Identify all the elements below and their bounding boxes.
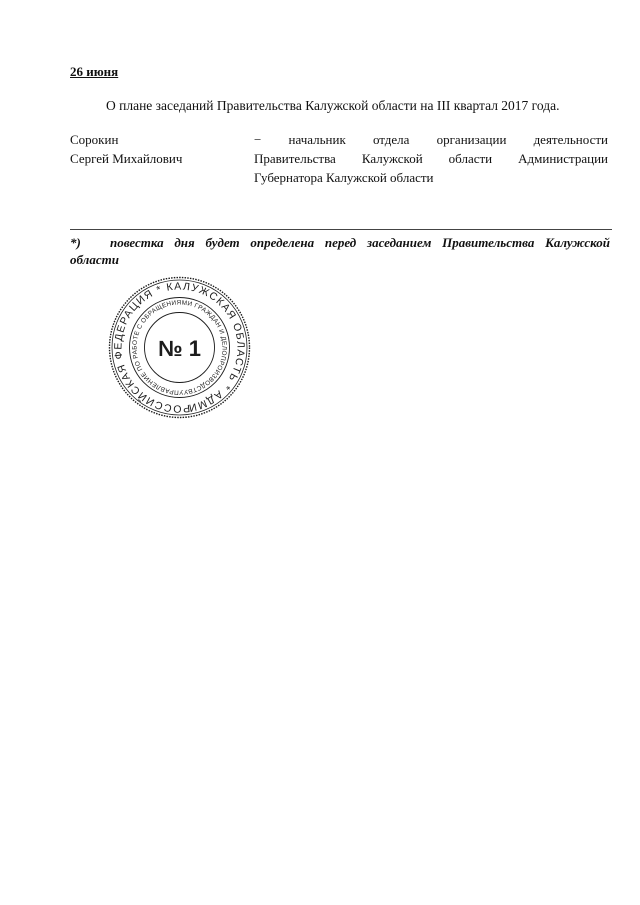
meeting-date: 26 июня bbox=[70, 64, 119, 79]
position-line-1: − начальник отдела организации деятельности bbox=[254, 132, 608, 147]
person-name-block bbox=[70, 130, 182, 168]
footnote-line-1: повестка дня будет определена перед заседанием Правительства Калужской bbox=[110, 235, 610, 250]
seal-inner-text: УПРАВЛЕНИЕ ПО РАБОТЕ С ОБРАЩЕНИЯМИ ГРАЖДАН И ДЕЛОПРОИЗВОДСТВУ bbox=[131, 299, 228, 396]
seal-outer-text: РОССИЙСКАЯ ФЕДЕРАЦИЯ * КАЛУЖСКАЯ ОБЛАСТЬ * АДМИНИСТРАЦИЯ bbox=[112, 280, 247, 415]
official-seal-stamp bbox=[107, 275, 252, 420]
document-title: О плане заседаний Правительства Калужской области на III квартал 2017 года. bbox=[106, 98, 560, 113]
footnote-mark: *) bbox=[70, 235, 81, 250]
footnote bbox=[70, 234, 610, 268]
person-given-names: Сергей Михайлович bbox=[70, 151, 183, 166]
position-line-2: Правительства Калужской области Администрации bbox=[254, 151, 608, 166]
person-surname: Сорокин bbox=[70, 132, 119, 147]
footnote-divider bbox=[70, 229, 612, 230]
seal-number: № 1 bbox=[158, 336, 201, 361]
person-position bbox=[254, 130, 608, 187]
footnote-line-2: области bbox=[70, 252, 119, 267]
position-line-3: Губернатора Калужской области bbox=[254, 170, 434, 185]
